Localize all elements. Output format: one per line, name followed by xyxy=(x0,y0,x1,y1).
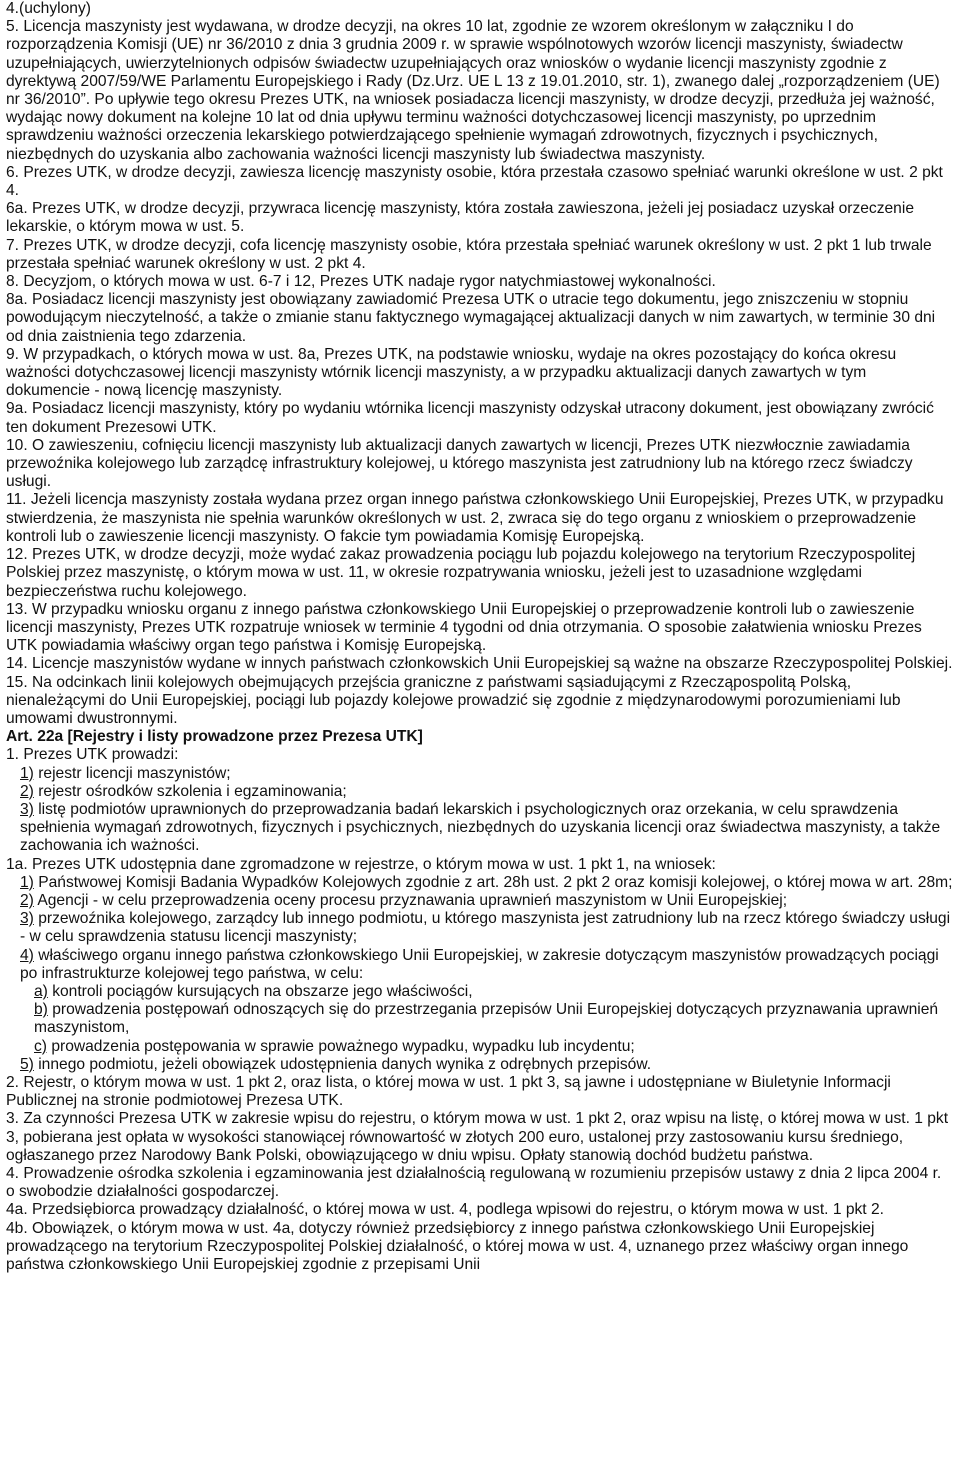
paragraph-4: 4.(uchylony) xyxy=(6,0,91,17)
item-number: 2) xyxy=(20,782,34,800)
art-para-1-list xyxy=(6,765,954,856)
item-number: 5) xyxy=(20,1055,34,1073)
item-number: 3) xyxy=(20,800,34,818)
item-letter: c) xyxy=(34,1037,47,1055)
paragraph-12: 12. Prezes UTK, w drodze decyzji, może wydać zakaz prowadzenia pociągu lub pojazdu kolejowego na terytorium Rzeczypospolitej Polskiej przez maszynistę, o którym mowa w ust. 11, w okresie rozpatrywania wniosku, jeżeli jest to uzasadnione względami bezpieczeństwa ruchu kolejowego. xyxy=(6,546,916,600)
paragraph-14: 14. Licencje maszynistów wydane w innych państwach członkowskich Unii Europejskiej są ważne na obszarze Rzeczypospolitej Polskiej. xyxy=(6,655,953,673)
paragraph-6: 6. Prezes UTK, w drodze decyzji, zawiesza licencję maszynisty osobie, która przestała czasowo spełniać warunki określone w ust. 2 pkt 4. xyxy=(6,163,943,200)
list-item xyxy=(6,801,954,856)
art-para-1a-list xyxy=(6,874,954,1074)
item-text: innego podmiotu, jeżeli obowiązek udostępnienia danych wynika z odrębnych przepisów. xyxy=(33,1055,652,1073)
paragraph-7: 7. Prezes UTK, w drodze decyzji, cofa licencję maszynisty osobie, która przestała spełniać warunek określony w ust. 2 pkt 1 lub trwale przestała spełniać warunek określony w ust. 2 pkt 4. xyxy=(6,236,932,272)
paragraph-11: 11. Jeżeli licencja maszynisty została wydana przez organ innego państwa członkowskiego Unii Europejskiej, Prezes UTK, w przypadku stwierdzenia, że maszynista nie spełnia warunków określonych w ust. 2, zwraca się do tego organu z wnioskiem o przeprowadzenie kontroli lub o zawieszenie licencji maszynisty. O fakcie tym powiadamia Komisję Europejską. xyxy=(6,491,944,545)
paragraph-13: 13. W przypadku wniosku organu z innego państwa członkowskiego Unii Europejskiej o przeprowadzenie kontroli lub o zawieszenie licencji maszynisty, Prezes UTK rozpatruje wniosek w terminie 4 tygodni od dnia otrzymania. O sposobie załatwienia wniosku Prezes UTK powiadamia właściwy organ tego państwa i Komisję Europejską. xyxy=(6,600,922,655)
art-para-1-intro: 1. Prezes UTK prowadzi: xyxy=(6,746,179,764)
art-para-4b: 4b. Obowiązek, o którym mowa w ust. 4a, dotyczy również przedsiębiorcy z innego państwa członkowskiego Unii Europejskiej prowadzącego na terytorium Rzeczypospolitej Polskiej działalność, o której mowa w ust. 4, uznanego przez właściwy organ innego państwa członkowskiego Unii Europejskiej zgodnie z przepisami Unii xyxy=(6,1219,909,1274)
item-text: rejestr ośrodków szkolenia i egzaminowania; xyxy=(33,782,347,800)
list-item xyxy=(6,947,954,983)
paragraph-9: 9. W przypadkach, o których mowa w ust. 8a, Prezes UTK, na podstawie wniosku, wydaje na okres pozostający do końca okresu ważności dotychczasowej licencji maszynisty wtórnik licencji maszynisty, a w przypadku aktualizacji danych zawartych w tym dokumencie - nową licencję maszynisty. xyxy=(6,345,897,400)
item-number: 4) xyxy=(20,946,34,964)
art-para-4: 4. Prowadzenie ośrodka szkolenia i egzaminowania jest działalnością regulowaną w rozumieniu przepisów ustawy z dnia 2 lipca 2004 r. o swobodzie działalności gospodarczej. xyxy=(6,1165,942,1201)
item-text: prowadzenia postępowań odnoszących się do przestrzegania przepisów Unii Europejskiej dotyczących przyznawania uprawnień maszynistom, xyxy=(34,1001,939,1037)
art-para-4a: 4a. Przedsiębiorca prowadzący działalność, o której mowa w ust. 4, podlega wpisowi do rejestru, o którym mowa w ust. 1 pkt 2. xyxy=(6,1201,884,1219)
item-number: 1) xyxy=(20,764,34,782)
list-item xyxy=(6,874,954,892)
item-text: przewoźnika kolejowego, zarządcy lub innego podmiotu, u którego maszynista jest zatrudniony lub na rzecz którego świadczy usługi - w celu sprawdzenia statusu licencji maszynisty; xyxy=(20,910,951,946)
item-text: właściwego organu innego państwa członkowskiego Unii Europejskiej, w zakresie dotyczącym maszynistów prowadzących pociągi po infrastrukturze kolejowej tego państwa, w celu: xyxy=(20,946,939,982)
paragraph-9a: 9a. Posiadacz licencji maszynisty, który po wydaniu wtórnika licencji maszynisty odzyskał utracony dokument, jest obowiązany zwrócić ten dokument Prezesowi UTK. xyxy=(6,400,934,436)
list-item xyxy=(6,783,954,801)
art-para-2: 2. Rejestr, o którym mowa w ust. 1 pkt 2, oraz lista, o której mowa w ust. 1 pkt 3, są jawne i udostępniane w Biuletynie Informacji Publicznej na stronie podmiotowej Prezesa UTK. xyxy=(6,1073,891,1110)
list-item xyxy=(6,1056,954,1074)
item-letter: a) xyxy=(34,982,48,1000)
list-item xyxy=(6,892,954,910)
paragraph-6a: 6a. Prezes UTK, w drodze decyzji, przywraca licencję maszynisty, która została zawieszona, jeżeli jej posiadacz uzyskał orzeczenie lekarskie, o którym mowa w ust. 5. xyxy=(6,200,914,236)
sub-list-item xyxy=(6,1001,954,1037)
list-item xyxy=(6,910,954,946)
item-text: listę podmiotów uprawnionych do przeprowadzania badań lekarskich i psychologicznych oraz orzekania, w celu sprawdzenia spełnienia wymagań zdrowotnych, fizycznych i psychicznych, niezbędnych do uzyskania licencji oraz świadectwa maszynisty, a także zachowania ich ważności. xyxy=(20,800,941,855)
paragraph-15: 15. Na odcinkach linii kolejowych obejmujących przejścia graniczne z państwami sąsiadującymi z Rzecząpospolitą Polską, nienależącymi do Unii Europejskiej, pociągi lub pojazdy kolejowe prowadzić się zgodnie z międzynarodowymi porozumieniami lub umowami dwustronnymi. xyxy=(6,673,901,727)
paragraph-8a: 8a. Posiadacz licencji maszynisty jest obowiązany zawiadomić Prezesa UTK o utracie tego dokumentu, jego zniszczeniu w stopniu powodującym nieczytelność, a także o zmianie stanu faktycznego wymagającej aktualizacji danych w nim zawartych, w terminie 30 dni od dnia zaistnienia tego zdarzenia. xyxy=(6,291,936,345)
paragraph-10: 10. O zawieszeniu, cofnięciu licencji maszynisty lub aktualizacji danych zawartych w licencji, Prezes UTK niezwłocznie zawiadamia przewoźnika kolejowego lub zarządcę infrastruktury kolejowej, u którego maszynista jest zatrudniony lub na którego rzecz świadczy usługi. xyxy=(6,436,913,491)
sub-list-item xyxy=(6,983,954,1001)
art-para-1a-intro: 1a. Prezes UTK udostępnia dane zgromadzone w rejestrze, o którym mowa w ust. 1 pkt 1, na wniosek: xyxy=(6,855,716,873)
art-para-3: 3. Za czynności Prezesa UTK w zakresie wpisu do rejestru, o którym mowa w ust. 1 pkt 2, oraz wpisu na listę, o której mowa w ust. 1 pkt 3, pobierana jest opłata w wysokości stanowiącej równowartość w złotych 200 euro, ustalonej przy zastosowaniu kursu średniego, ogłaszanego przez Narodowy Bank Polski, obowiązującego w dniu wpisu. Opłaty stanowią dochód budżetu państwa. xyxy=(6,1110,949,1164)
item-text: prowadzenia postępowania w sprawie poważnego wypadku, wypadku lub incydentu; xyxy=(47,1037,635,1055)
item-number: 1) xyxy=(20,873,34,891)
item-letter: b) xyxy=(34,1001,48,1019)
list-item xyxy=(6,765,954,783)
item-number: 3) xyxy=(20,910,34,928)
item-text: Państwowej Komisji Badania Wypadków Kolejowych zgodnie z art. 28h ust. 2 pkt 2 oraz komisji kolejowej, o której mowa w art. 28m; xyxy=(33,873,953,891)
item-text: Agencji - w celu przeprowadzenia oceny procesu przyznawania uprawnień maszynistom w Unii Europejskiej; xyxy=(33,891,788,909)
item-text: rejestr licencji maszynistów; xyxy=(33,764,231,782)
paragraph-5: 5. Licencja maszynisty jest wydawana, w drodze decyzji, na okres 10 lat, zgodnie ze wzorem określonym w załączniku I do rozporządzenia Komisji (UE) nr 36/2010 z dnia 3 grudnia 2009 r. w sprawie wspólnotowych wzorów licencji maszynisty, świadectw uzupełniających, uwierzytelnionych odpisów świadectw uzupełniających oraz wniosków o wydanie licencji maszynisty zgodnie z dyrektywą 2007/59/WE Parlamentu Europejskiego i Rady (Dz.Urz. UE L 13 z 19.01.2010, str. 1), zwanego dalej „rozporządzeniem (UE) nr 36/2010”. Po upływie tego okresu Prezes UTK, na wniosek posiadacza licencji maszynisty, w drodze decyzji, przedłuża jej ważność, wydając nowy dokument na kolejne 10 lat od dnia upływu terminu ważności dotychczasowej licencji maszynisty, po uprzednim sprawdzeniu ważności orzeczenia lekarskiego potwierdzającego spełnienie wymagań zdrowotnych, fizycznych i psychicznych, niezbędnych do uzyskania albo zachowania ważności licencji maszynisty lub świadectwa maszynisty. xyxy=(6,18,940,163)
sub-list-item xyxy=(6,1038,954,1056)
article-heading: Art. 22a [Rejestry i listy prowadzone przez Prezesa UTK] xyxy=(6,728,423,746)
item-text: kontroli pociągów kursujących na obszarze jego właściwości, xyxy=(47,982,473,1000)
item-number: 2) xyxy=(20,891,34,909)
paragraph-8: 8. Decyzjom, o których mowa w ust. 6-7 i 12, Prezes UTK nadaje rygor natychmiastowej wykonalności. xyxy=(6,273,716,291)
